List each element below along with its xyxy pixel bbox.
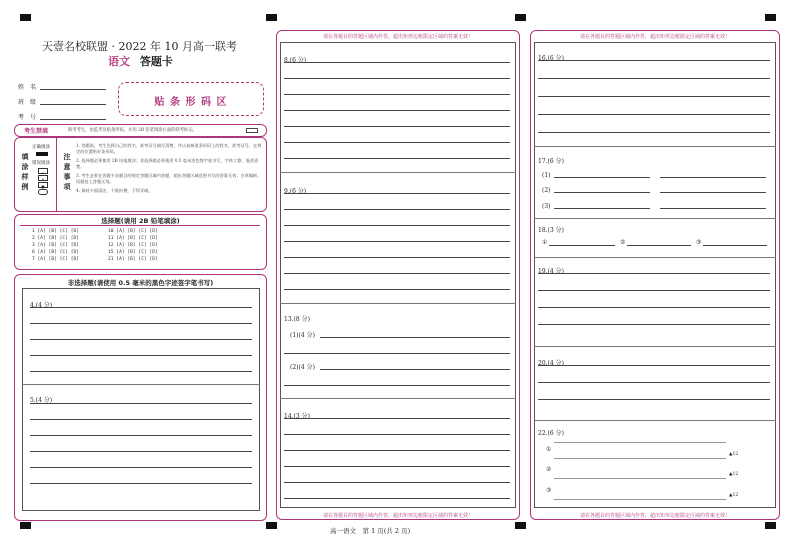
card-heading: [108, 53, 173, 69]
answer-line[interactable]: [538, 60, 770, 61]
notes-title-char: 事: [63, 172, 71, 181]
answer-line[interactable]: [284, 62, 510, 63]
nonchoice-section-title: 非选择题(请使用 0.5 毫米的黑色字迹签字笔书写): [67, 279, 214, 287]
answer-line[interactable]: [554, 442, 726, 443]
answer-line[interactable]: [284, 289, 510, 290]
question-5-label: 5.(4 分): [30, 397, 53, 404]
answer-line[interactable]: [284, 142, 510, 143]
question-22-3-label: ③: [546, 487, 552, 494]
choice-row[interactable]: 2 [A] [B] [C] [D]: [32, 236, 80, 241]
question-17-label: 17.(6 分): [538, 158, 564, 165]
question-17-3-label: (3): [542, 203, 551, 210]
registration-mark: [20, 14, 31, 21]
answer-line[interactable]: [554, 177, 650, 178]
question-divider: [534, 346, 776, 347]
wrong-fill-label: 错误填涂: [32, 161, 50, 166]
fill-example-char: 涂: [21, 162, 29, 171]
answer-line[interactable]: [660, 192, 766, 193]
question-8-label: 8.(6 分): [284, 57, 307, 64]
question-divider: [280, 303, 516, 304]
answer-line[interactable]: [538, 324, 770, 325]
fill-example-char: 填: [21, 152, 29, 161]
correct-fill-label: 正确填涂: [32, 145, 50, 150]
choice-row[interactable]: 11 [A] [B] [C] [D]: [108, 236, 158, 241]
choice-row[interactable]: 10 [A] [B] [C] [D]: [108, 229, 158, 234]
question-divider: [534, 146, 776, 147]
answer-line[interactable]: [30, 451, 252, 452]
answer-line[interactable]: [284, 257, 510, 258]
registration-mark: [515, 14, 526, 21]
correct-fill-sample: [36, 152, 48, 156]
answer-line[interactable]: [538, 273, 770, 274]
question-14-label: 14.(3 分): [284, 413, 310, 420]
fill-example-char: 样: [21, 172, 29, 181]
nonchoice-answer-box: [22, 288, 260, 511]
panel-warning-bottom: 请在各题目的答题区域内作答，超出矩形边框限定区域的答案无效！: [322, 513, 473, 519]
answer-line[interactable]: [30, 307, 252, 308]
question-divider: [280, 172, 516, 173]
exam-number-field[interactable]: [40, 119, 106, 120]
answer-line[interactable]: [30, 435, 252, 436]
answer-line[interactable]: [703, 245, 767, 246]
answer-line[interactable]: [284, 385, 510, 386]
question-4-label: 4.(4 分): [30, 302, 53, 309]
wrong-fill-samples: [38, 168, 48, 195]
exam-number-label: 考 号: [18, 114, 37, 121]
choice-row[interactable]: 21 [A] [B] [C] [D]: [108, 257, 158, 262]
class-field[interactable]: [40, 104, 106, 105]
choice-section-title: 选择题(请用 2B 铅笔填涂): [101, 217, 180, 225]
answer-line[interactable]: [538, 399, 770, 400]
question-18-1-label: ①: [542, 239, 548, 246]
choice-row[interactable]: 6 [A] [B] [C] [D]: [32, 250, 80, 255]
subject-name: 语文: [108, 55, 130, 68]
answer-line[interactable]: [284, 158, 510, 159]
answer-line[interactable]: [538, 96, 770, 97]
card-title: 答题卡: [139, 55, 173, 68]
notes-title: [62, 152, 72, 192]
question-divider: [534, 257, 776, 258]
name-field[interactable]: [40, 89, 106, 90]
answer-line[interactable]: [538, 307, 770, 308]
question-22-label: 22.(6 分): [538, 430, 564, 437]
fill-example-char: 例: [21, 182, 29, 191]
question-17-2-label: (2): [542, 187, 551, 194]
choice-row[interactable]: 15 [A] [B] [C] [D]: [108, 250, 158, 255]
answer-line[interactable]: [549, 245, 615, 246]
answer-line[interactable]: [554, 192, 650, 193]
answer-line[interactable]: [284, 241, 510, 242]
answer-line[interactable]: [554, 208, 650, 209]
registration-mark: [765, 14, 776, 21]
question-13-label: 13.(8 分): [284, 316, 310, 323]
wrong-sample-empty: [38, 189, 48, 195]
panel-warning-bottom: 请在各题目的答题区域内作答，超出矩形边框限定区域的答案无效！: [579, 513, 730, 519]
answer-line[interactable]: [284, 466, 510, 467]
answer-line[interactable]: [538, 114, 770, 115]
question-16-label: 16.(6 分): [538, 55, 564, 62]
question-18-label: 18.(3 分): [538, 227, 564, 234]
fill-example-title: [20, 152, 30, 192]
answer-line[interactable]: [284, 482, 510, 483]
answer-line[interactable]: [320, 369, 510, 370]
notes-title-char: 项: [63, 182, 71, 191]
answer-box-right: [534, 42, 776, 508]
choice-row[interactable]: 1 [A] [B] [C] [D]: [32, 229, 80, 234]
answer-line[interactable]: [320, 337, 510, 338]
question-18-2-label: ②: [620, 239, 626, 246]
exam-title: 天壹名校联盟 · 2022 年 10 月高一联考: [42, 40, 237, 53]
question-22-marker: ▲12: [729, 493, 739, 498]
question-13-2-label: (2)(4 分): [290, 364, 315, 371]
answer-line[interactable]: [538, 290, 770, 291]
choice-title-rule: [20, 225, 260, 226]
barcode-area: [118, 82, 264, 116]
question-22-1-label: ①: [546, 446, 552, 453]
panel-warning-top: 请在各题目的答题区域内作答，超出矩形边框限定区域的答案无效！: [322, 34, 473, 40]
answer-line[interactable]: [284, 110, 510, 111]
wrong-sample-dot: ●: [38, 182, 48, 188]
answer-line[interactable]: [554, 458, 726, 459]
registration-mark: [266, 14, 277, 21]
question-18-3-label: ③: [696, 239, 702, 246]
answer-line[interactable]: [284, 418, 510, 419]
question-20-label: 20.(4 分): [538, 360, 564, 367]
question-divider: [22, 384, 260, 385]
answer-line[interactable]: [30, 371, 252, 372]
answer-line[interactable]: [30, 483, 252, 484]
question-22-marker: ▲12: [729, 472, 739, 477]
answer-line[interactable]: [284, 94, 510, 95]
notice-label: 考生禁填: [24, 128, 49, 135]
registration-mark: [765, 522, 776, 529]
note-item: 3. 考生必须在答题卡各题目的规定答题区域内答题，超出答题区域范围书写的答案无效；在草稿纸、试题卷上答题无效。: [76, 173, 262, 184]
absent-mark-box[interactable]: [246, 128, 258, 133]
barcode-label: 贴 条 形 码 区: [154, 97, 228, 108]
answer-line[interactable]: [538, 78, 770, 79]
question-9-label: 9.(6 分): [284, 188, 307, 195]
answer-line[interactable]: [284, 78, 510, 79]
answer-line[interactable]: [627, 245, 691, 246]
answer-line[interactable]: [538, 365, 770, 366]
note-item: 2. 选择题必须使用 2B 铅笔填涂；非选择题必须使用 0.5 毫米黑色签字笔书写，字体工整、笔迹清楚。: [76, 158, 259, 169]
answer-line[interactable]: [284, 498, 510, 499]
page-footer: 高一语文 第 1 页(共 2 页): [330, 527, 411, 535]
answer-line[interactable]: [30, 355, 252, 356]
notice-text: 缺考考生，由监考员贴条形码，并用 2B 铅笔填涂右面的缺考标记。: [68, 128, 197, 133]
name-label: 姓 名: [18, 84, 37, 91]
answer-line[interactable]: [30, 323, 252, 324]
answer-line[interactable]: [660, 208, 766, 209]
registration-mark: [266, 522, 277, 529]
question-divider: [534, 218, 776, 219]
answer-line[interactable]: [284, 126, 510, 127]
registration-mark: [515, 522, 526, 529]
question-19-label: 19.(4 分): [538, 268, 564, 275]
answer-line[interactable]: [660, 177, 766, 178]
answer-line[interactable]: [284, 193, 510, 194]
answer-line[interactable]: [284, 225, 510, 226]
panel-warning-top: 请在各题目的答题区域内作答，超出矩形边框限定区域的答案无效！: [579, 34, 730, 40]
answer-line[interactable]: [554, 499, 726, 500]
question-13-1-label: (1)(4 分): [290, 332, 315, 339]
class-label: 班 级: [18, 99, 37, 106]
choice-row[interactable]: 3 [A] [B] [C] [D]: [32, 243, 80, 248]
question-17-1-label: (1): [542, 172, 551, 179]
answer-line[interactable]: [284, 353, 510, 354]
answer-line[interactable]: [554, 478, 726, 479]
answer-line[interactable]: [538, 382, 770, 383]
answer-line[interactable]: [284, 450, 510, 451]
note-item: 1. 答题前，考生先将自己的姓名、准考证号填写清楚，并认真核准条形码上的姓名、准考证号，在规定的位置贴好条形码。: [76, 143, 262, 154]
registration-mark: [20, 522, 31, 529]
question-22-marker: ▲12: [729, 452, 739, 457]
fill-example-divider: [56, 137, 57, 212]
choice-row[interactable]: 7 [A] [B] [C] [D]: [32, 257, 80, 262]
question-divider: [534, 420, 776, 421]
answer-line[interactable]: [30, 339, 252, 340]
choice-row[interactable]: 12 [A] [B] [C] [D]: [108, 243, 158, 248]
answer-line[interactable]: [30, 419, 252, 420]
answer-line[interactable]: [30, 403, 252, 404]
answer-line[interactable]: [30, 467, 252, 468]
question-divider: [280, 398, 516, 399]
answer-line[interactable]: [538, 132, 770, 133]
answer-line[interactable]: [284, 434, 510, 435]
wrong-sample-cross: ✕: [38, 175, 48, 181]
answer-box-middle: [280, 42, 516, 508]
notes-title-char: 注: [63, 152, 71, 161]
note-item: 4. 保持卡面清洁，不准折叠、不得弄破。: [76, 188, 153, 193]
question-22-2-label: ②: [546, 466, 552, 473]
answer-line[interactable]: [284, 273, 510, 274]
answer-line[interactable]: [284, 209, 510, 210]
wrong-sample-check: ✓: [38, 168, 48, 174]
notes-title-char: 意: [63, 162, 71, 171]
notes-list: [76, 143, 262, 194]
